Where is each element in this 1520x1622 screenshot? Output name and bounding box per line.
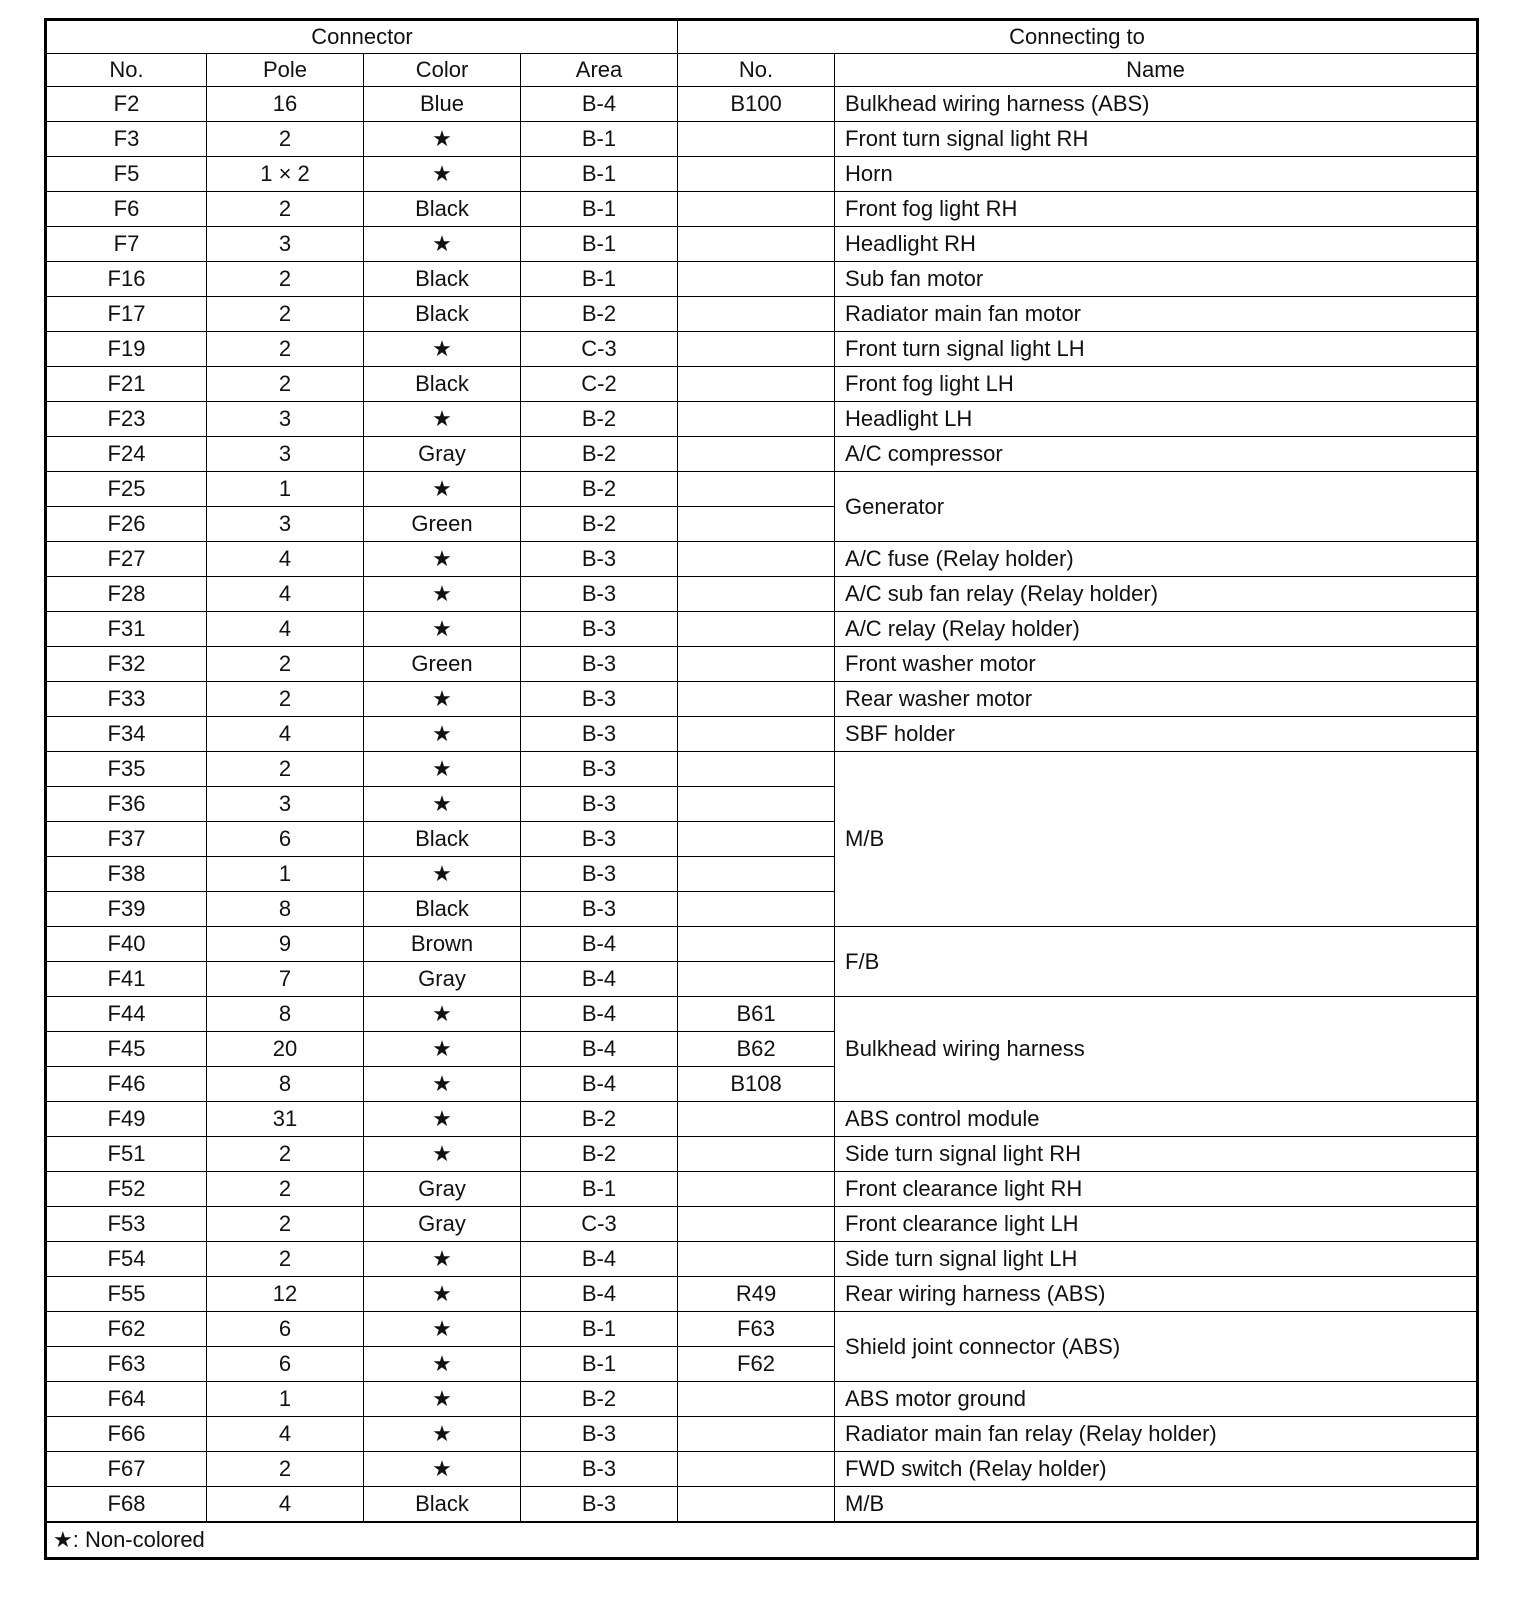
cell-connector-no: F25 [46, 472, 207, 507]
cell-pole: 7 [207, 962, 364, 997]
cell-connecting-name: Radiator main fan motor [835, 297, 1478, 332]
cell-area: B-3 [521, 1417, 678, 1452]
table-row [46, 1452, 1478, 1487]
table-row [46, 1137, 1478, 1172]
cell-color: ★ [364, 122, 521, 157]
cell-connector-no: F28 [46, 577, 207, 612]
cell-connector-no: F26 [46, 507, 207, 542]
cell-connecting-no [678, 297, 835, 332]
cell-connector-no: F34 [46, 717, 207, 752]
table-row [46, 927, 1478, 962]
cell-pole: 3 [207, 507, 364, 542]
cell-connector-no: F3 [46, 122, 207, 157]
cell-pole: 6 [207, 1312, 364, 1347]
cell-connecting-no [678, 682, 835, 717]
cell-connecting-name: Horn [835, 157, 1478, 192]
cell-pole: 1 [207, 1382, 364, 1417]
cell-pole: 3 [207, 227, 364, 262]
cell-area: B-2 [521, 507, 678, 542]
cell-connector-no: F21 [46, 367, 207, 402]
cell-color: ★ [364, 787, 521, 822]
cell-connecting-no [678, 857, 835, 892]
cell-color: ★ [364, 682, 521, 717]
cell-color: Black [364, 892, 521, 927]
cell-color: ★ [364, 1032, 521, 1067]
cell-area: B-2 [521, 472, 678, 507]
cell-area: B-3 [521, 857, 678, 892]
cell-color: ★ [364, 1347, 521, 1382]
cell-connecting-no [678, 157, 835, 192]
cell-area: B-4 [521, 997, 678, 1032]
connecting-to-header: Connecting to [678, 20, 1478, 54]
cell-connecting-name: Front fog light RH [835, 192, 1478, 227]
table-row [46, 1207, 1478, 1242]
cell-area: B-3 [521, 542, 678, 577]
cell-area: B-4 [521, 1067, 678, 1102]
cell-area: B-1 [521, 1172, 678, 1207]
cell-color: ★ [364, 1312, 521, 1347]
cell-area: B-1 [521, 262, 678, 297]
cell-connecting-name: Front washer motor [835, 647, 1478, 682]
cell-connector-no: F36 [46, 787, 207, 822]
table-row [46, 122, 1478, 157]
connector-rows [46, 87, 1478, 1523]
cell-connecting-no [678, 752, 835, 787]
connector-table-sheet [44, 18, 1476, 1560]
col-area-header: Area [521, 54, 678, 87]
cell-color: ★ [364, 577, 521, 612]
cell-area: B-4 [521, 1277, 678, 1312]
cell-connecting-no [678, 367, 835, 402]
cell-pole: 1 [207, 472, 364, 507]
cell-pole: 2 [207, 297, 364, 332]
cell-pole: 2 [207, 122, 364, 157]
cell-connecting-name: M/B [835, 1487, 1478, 1523]
cell-connector-no: F37 [46, 822, 207, 857]
cell-connector-no: F67 [46, 1452, 207, 1487]
cell-pole: 3 [207, 787, 364, 822]
cell-pole: 8 [207, 997, 364, 1032]
cell-connector-no: F62 [46, 1312, 207, 1347]
table-row [46, 402, 1478, 437]
cell-color: ★ [364, 542, 521, 577]
col-no-header: No. [46, 54, 207, 87]
cell-color: ★ [364, 1417, 521, 1452]
cell-connecting-no [678, 892, 835, 927]
cell-connecting-name: SBF holder [835, 717, 1478, 752]
cell-connecting-no [678, 927, 835, 962]
cell-area: B-1 [521, 1312, 678, 1347]
cell-connecting-no [678, 1452, 835, 1487]
cell-area: B-3 [521, 1452, 678, 1487]
cell-connecting-no [678, 1137, 835, 1172]
cell-pole: 3 [207, 437, 364, 472]
cell-color: ★ [364, 997, 521, 1032]
cell-pole: 2 [207, 262, 364, 297]
cell-pole: 2 [207, 647, 364, 682]
cell-connector-no: F16 [46, 262, 207, 297]
cell-connecting-name: A/C relay (Relay holder) [835, 612, 1478, 647]
cell-connecting-name: Side turn signal light RH [835, 1137, 1478, 1172]
cell-connector-no: F41 [46, 962, 207, 997]
cell-connector-no: F35 [46, 752, 207, 787]
cell-pole: 4 [207, 717, 364, 752]
cell-connecting-name: Bulkhead wiring harness (ABS) [835, 87, 1478, 122]
cell-pole: 4 [207, 612, 364, 647]
cell-pole: 4 [207, 1417, 364, 1452]
cell-connecting-no [678, 1382, 835, 1417]
table-row [46, 1417, 1478, 1452]
cell-pole: 4 [207, 577, 364, 612]
cell-color: ★ [364, 717, 521, 752]
cell-connecting-no: B108 [678, 1067, 835, 1102]
cell-color: ★ [364, 1137, 521, 1172]
cell-connector-no: F40 [46, 927, 207, 962]
cell-pole: 2 [207, 1207, 364, 1242]
cell-color: ★ [364, 1242, 521, 1277]
cell-area: B-2 [521, 402, 678, 437]
table-row [46, 997, 1478, 1032]
table-row [46, 717, 1478, 752]
cell-pole: 20 [207, 1032, 364, 1067]
cell-color: ★ [364, 1102, 521, 1137]
cell-color: Blue [364, 87, 521, 122]
cell-connecting-no [678, 472, 835, 507]
cell-connecting-no: R49 [678, 1277, 835, 1312]
cell-pole: 2 [207, 192, 364, 227]
cell-color: Gray [364, 962, 521, 997]
cell-area: C-2 [521, 367, 678, 402]
cell-connector-no: F49 [46, 1102, 207, 1137]
cell-connecting-name: Shield joint connector (ABS) [835, 1312, 1478, 1382]
cell-pole: 12 [207, 1277, 364, 1312]
cell-connecting-no [678, 507, 835, 542]
cell-color: ★ [364, 857, 521, 892]
cell-color: Black [364, 367, 521, 402]
table-row [46, 577, 1478, 612]
cell-color: ★ [364, 1277, 521, 1312]
table-row [46, 227, 1478, 262]
table-row [46, 472, 1478, 507]
cell-connector-no: F45 [46, 1032, 207, 1067]
footnote: ★: Non-colored [46, 1522, 1478, 1559]
col-pole-header: Pole [207, 54, 364, 87]
cell-connecting-name: Front turn signal light RH [835, 122, 1478, 157]
table-row [46, 1102, 1478, 1137]
cell-connector-no: F44 [46, 997, 207, 1032]
table-row [46, 647, 1478, 682]
cell-connector-no: F39 [46, 892, 207, 927]
cell-connecting-name: Bulkhead wiring harness [835, 997, 1478, 1102]
cell-pole: 6 [207, 822, 364, 857]
table-row [46, 612, 1478, 647]
cell-color: Brown [364, 927, 521, 962]
cell-connecting-no: F63 [678, 1312, 835, 1347]
cell-color: Black [364, 1487, 521, 1523]
cell-pole: 8 [207, 892, 364, 927]
cell-pole: 1 × 2 [207, 157, 364, 192]
cell-pole: 4 [207, 542, 364, 577]
cell-area: B-2 [521, 1102, 678, 1137]
cell-connector-no: F55 [46, 1277, 207, 1312]
cell-connector-no: F64 [46, 1382, 207, 1417]
cell-area: B-1 [521, 1347, 678, 1382]
cell-connecting-name: Front clearance light LH [835, 1207, 1478, 1242]
cell-area: B-3 [521, 892, 678, 927]
cell-connector-no: F27 [46, 542, 207, 577]
cell-connecting-no [678, 577, 835, 612]
footnote-row [46, 1522, 1478, 1559]
cell-connecting-no [678, 192, 835, 227]
cell-connecting-no [678, 612, 835, 647]
cell-pole: 2 [207, 1172, 364, 1207]
cell-color: ★ [364, 1067, 521, 1102]
cell-pole: 9 [207, 927, 364, 962]
cell-connector-no: F7 [46, 227, 207, 262]
cell-area: C-3 [521, 1207, 678, 1242]
cell-pole: 2 [207, 1137, 364, 1172]
cell-connecting-name: Sub fan motor [835, 262, 1478, 297]
cell-pole: 8 [207, 1067, 364, 1102]
cell-connecting-name: Side turn signal light LH [835, 1242, 1478, 1277]
cell-connecting-name: ABS control module [835, 1102, 1478, 1137]
cell-color: ★ [364, 472, 521, 507]
cell-connector-no: F2 [46, 87, 207, 122]
cell-pole: 2 [207, 1242, 364, 1277]
cell-connecting-no [678, 1242, 835, 1277]
cell-color: Black [364, 297, 521, 332]
cell-connecting-no: F62 [678, 1347, 835, 1382]
cell-color: ★ [364, 1382, 521, 1417]
cell-pole: 2 [207, 1452, 364, 1487]
cell-color: Green [364, 507, 521, 542]
cell-area: B-1 [521, 122, 678, 157]
cell-area: B-3 [521, 577, 678, 612]
cell-connector-no: F52 [46, 1172, 207, 1207]
connector-table [44, 18, 1479, 1560]
cell-connecting-no [678, 542, 835, 577]
cell-connecting-no [678, 1102, 835, 1137]
cell-color: Black [364, 822, 521, 857]
cell-pole: 2 [207, 752, 364, 787]
cell-area: B-2 [521, 297, 678, 332]
cell-connecting-no [678, 332, 835, 367]
cell-connector-no: F51 [46, 1137, 207, 1172]
cell-connecting-name: A/C sub fan relay (Relay holder) [835, 577, 1478, 612]
table-row [46, 262, 1478, 297]
cell-area: B-3 [521, 752, 678, 787]
cell-connecting-no [678, 717, 835, 752]
cell-connecting-no [678, 402, 835, 437]
cell-connector-no: F53 [46, 1207, 207, 1242]
cell-color: Black [364, 262, 521, 297]
cell-color: ★ [364, 1452, 521, 1487]
col-name-header: Name [835, 54, 1478, 87]
table-row [46, 192, 1478, 227]
cell-pole: 3 [207, 402, 364, 437]
table-row [46, 1172, 1478, 1207]
cell-connector-no: F33 [46, 682, 207, 717]
cell-area: B-3 [521, 682, 678, 717]
table-row [46, 297, 1478, 332]
cell-pole: 1 [207, 857, 364, 892]
cell-color: ★ [364, 752, 521, 787]
cell-area: B-3 [521, 787, 678, 822]
cell-pole: 16 [207, 87, 364, 122]
cell-connecting-no [678, 787, 835, 822]
table-row [46, 682, 1478, 717]
header-group-row [46, 20, 1478, 54]
connector-header: Connector [46, 20, 678, 54]
cell-connector-no: F63 [46, 1347, 207, 1382]
cell-color: ★ [364, 157, 521, 192]
cell-pole: 2 [207, 682, 364, 717]
cell-color: Gray [364, 1172, 521, 1207]
cell-connector-no: F6 [46, 192, 207, 227]
cell-connecting-no [678, 1417, 835, 1452]
cell-connector-no: F38 [46, 857, 207, 892]
cell-connecting-no [678, 647, 835, 682]
cell-color: ★ [364, 612, 521, 647]
cell-connecting-name: F/B [835, 927, 1478, 997]
cell-color: Gray [364, 437, 521, 472]
col-conn-no-header: No. [678, 54, 835, 87]
cell-connecting-name: M/B [835, 752, 1478, 927]
cell-connecting-no: B62 [678, 1032, 835, 1067]
cell-area: B-4 [521, 87, 678, 122]
table-row [46, 1242, 1478, 1277]
cell-pole: 6 [207, 1347, 364, 1382]
cell-connecting-name: A/C compressor [835, 437, 1478, 472]
table-row [46, 437, 1478, 472]
cell-color: Black [364, 192, 521, 227]
cell-connecting-no [678, 1172, 835, 1207]
cell-connecting-no [678, 122, 835, 157]
cell-color: ★ [364, 332, 521, 367]
cell-area: B-4 [521, 962, 678, 997]
cell-area: B-1 [521, 227, 678, 262]
cell-connector-no: F32 [46, 647, 207, 682]
cell-connector-no: F5 [46, 157, 207, 192]
cell-connecting-name: FWD switch (Relay holder) [835, 1452, 1478, 1487]
cell-connecting-name: Front turn signal light LH [835, 332, 1478, 367]
table-row [46, 87, 1478, 122]
cell-area: B-4 [521, 927, 678, 962]
cell-connector-no: F68 [46, 1487, 207, 1523]
cell-area: B-3 [521, 1487, 678, 1523]
cell-connecting-no [678, 1487, 835, 1523]
cell-area: B-3 [521, 647, 678, 682]
table-row [46, 542, 1478, 577]
cell-color: Green [364, 647, 521, 682]
cell-area: B-3 [521, 612, 678, 647]
cell-connector-no: F54 [46, 1242, 207, 1277]
cell-connecting-name: Front fog light LH [835, 367, 1478, 402]
table-row [46, 367, 1478, 402]
cell-connecting-name: Front clearance light RH [835, 1172, 1478, 1207]
cell-connector-no: F46 [46, 1067, 207, 1102]
cell-connecting-name: Radiator main fan relay (Relay holder) [835, 1417, 1478, 1452]
cell-pole: 2 [207, 332, 364, 367]
cell-connecting-no [678, 1207, 835, 1242]
table-row [46, 1312, 1478, 1347]
cell-color: ★ [364, 402, 521, 437]
cell-connecting-name: A/C fuse (Relay holder) [835, 542, 1478, 577]
cell-pole: 4 [207, 1487, 364, 1523]
cell-area: B-2 [521, 1382, 678, 1417]
cell-connector-no: F31 [46, 612, 207, 647]
cell-color: Gray [364, 1207, 521, 1242]
table-row [46, 1382, 1478, 1417]
cell-area: B-3 [521, 717, 678, 752]
cell-connector-no: F23 [46, 402, 207, 437]
table-row [46, 157, 1478, 192]
cell-connecting-name: ABS motor ground [835, 1382, 1478, 1417]
cell-connector-no: F19 [46, 332, 207, 367]
cell-connecting-no [678, 437, 835, 472]
cell-area: B-2 [521, 437, 678, 472]
cell-area: B-4 [521, 1032, 678, 1067]
cell-connecting-name: Headlight RH [835, 227, 1478, 262]
cell-connector-no: F24 [46, 437, 207, 472]
cell-area: B-1 [521, 157, 678, 192]
table-row [46, 332, 1478, 367]
cell-connecting-name: Rear wiring harness (ABS) [835, 1277, 1478, 1312]
cell-connecting-name: Generator [835, 472, 1478, 542]
header-column-row [46, 54, 1478, 87]
cell-area: B-4 [521, 1242, 678, 1277]
cell-color: ★ [364, 227, 521, 262]
cell-area: B-1 [521, 192, 678, 227]
table-row [46, 752, 1478, 787]
cell-area: B-3 [521, 822, 678, 857]
cell-connecting-no [678, 227, 835, 262]
cell-pole: 2 [207, 367, 364, 402]
cell-area: C-3 [521, 332, 678, 367]
cell-connecting-no [678, 962, 835, 997]
cell-connecting-no [678, 822, 835, 857]
cell-connecting-no: B100 [678, 87, 835, 122]
cell-connector-no: F17 [46, 297, 207, 332]
cell-connecting-name: Headlight LH [835, 402, 1478, 437]
col-color-header: Color [364, 54, 521, 87]
table-row [46, 1277, 1478, 1312]
cell-area: B-2 [521, 1137, 678, 1172]
cell-connecting-no [678, 262, 835, 297]
cell-connecting-name: Rear washer motor [835, 682, 1478, 717]
table-row [46, 1487, 1478, 1523]
cell-pole: 31 [207, 1102, 364, 1137]
cell-connecting-no: B61 [678, 997, 835, 1032]
cell-connector-no: F66 [46, 1417, 207, 1452]
